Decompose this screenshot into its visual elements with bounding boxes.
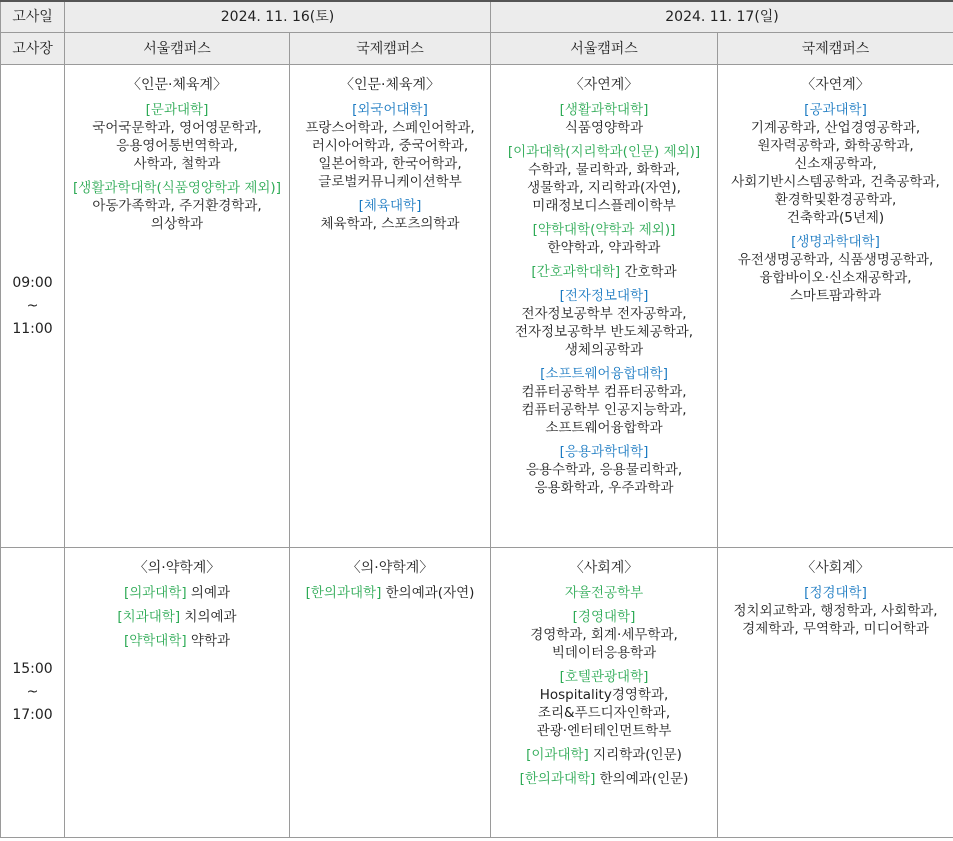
college-name: [경영대학] [572, 609, 636, 625]
college-name: [한의과대학] [519, 771, 596, 787]
date-header-row [1, 1, 953, 33]
track-label: 〈사회계〉 [801, 560, 870, 576]
department-inline: 치의예과 [180, 609, 237, 625]
college-heading [65, 632, 289, 650]
afternoon-row [1, 548, 953, 838]
college-name: [생명과학대학] [791, 234, 880, 250]
schedule-cell [491, 548, 718, 838]
department-line: 한약학과, 약과학과 [547, 240, 661, 256]
college-name: [외국어대학] [352, 102, 428, 118]
department-line: 미래정보디스플레이학부 [532, 198, 676, 214]
college-group [491, 746, 717, 764]
college-group [491, 221, 717, 257]
time-tilde: ~ [26, 684, 39, 700]
track-label: 〈인문·체육계〉 [339, 77, 441, 93]
department-line: 기계공학과, 산업경영공학과, [750, 120, 921, 136]
college-name: [정경대학] [804, 585, 867, 601]
college-name: [치과대학] [117, 609, 181, 625]
time-end: 11:00 [12, 320, 53, 337]
morning-row [1, 65, 953, 548]
department-line: 응용영어통번역학과, [116, 138, 238, 154]
college-name: 자율전공학부 [564, 585, 644, 601]
department-line: 경영학과, 회계·세무학과, [530, 627, 678, 643]
college-name: [문과대학] [145, 102, 209, 118]
college-name: [약학대학] [123, 633, 187, 649]
college-group [491, 365, 717, 437]
college-name: [의과대학] [123, 585, 187, 601]
schedule-cell [65, 548, 290, 838]
time-end: 17:00 [12, 707, 53, 723]
college-heading [290, 584, 490, 602]
department-inline: 한의예과(인문) [595, 771, 689, 787]
department-line: 사학과, 철학과 [133, 156, 221, 172]
college-heading [491, 365, 717, 383]
track-label: 〈자연계〉 [569, 77, 639, 93]
department-line: 아동가족학과, 주거환경학과, [92, 198, 262, 214]
time-tilde: ~ [26, 297, 39, 314]
college-group [290, 197, 490, 233]
college-heading [65, 584, 289, 602]
department-line: 전자정보공학부 전자공학과, [521, 306, 687, 322]
department-line: 조리&푸드디자인학과, [537, 705, 671, 721]
department-line: 컴퓨터공학부 인공지능학과, [521, 402, 687, 418]
date-2: 2024. 11. 17(일) [491, 1, 953, 33]
department-line: 신소재공학과, [794, 156, 877, 172]
department-line: 프랑스어학과, 스페인어학과, [305, 120, 475, 136]
college-group [491, 584, 717, 602]
track-label: 〈인문·체육계〉 [126, 77, 228, 93]
schedule-cell [290, 548, 491, 838]
department-line: 체육학과, 스포츠의학과 [320, 216, 460, 232]
department-inline: 한의예과(자연) [381, 585, 475, 601]
college-name: [생활과학대학] [559, 102, 649, 118]
campus-global-d1: 국제캠퍼스 [290, 33, 491, 65]
college-group [290, 584, 490, 602]
department-line: 유전생명공학과, 식품생명공학과, [737, 252, 934, 268]
afternoon-time [1, 548, 65, 838]
morning-time [1, 65, 65, 548]
college-group [65, 632, 289, 650]
exam-site-label: 고사장 [1, 33, 65, 65]
schedule-cell [718, 548, 953, 838]
department-line: 컴퓨터공학부 컴퓨터공학과, [521, 384, 687, 400]
college-name: [간호과학대학] [531, 264, 621, 280]
department-line: 생체의공학과 [564, 342, 644, 358]
college-heading [65, 179, 289, 197]
college-heading [491, 746, 717, 764]
department-line: 스마트팜과학과 [789, 288, 882, 304]
track-label: 〈의·약학계〉 [133, 560, 221, 576]
college-group [290, 101, 490, 191]
college-heading [491, 221, 717, 239]
exam-day-label: 고사일 [1, 1, 65, 33]
college-group [491, 668, 717, 740]
department-inline: 간호학과 [620, 264, 677, 280]
campus-seoul-d1: 서울캠퍼스 [65, 33, 290, 65]
college-heading [491, 608, 717, 626]
campus-global-d2: 국제캠퍼스 [718, 33, 953, 65]
time-start: 09:00 [12, 274, 53, 291]
college-group [718, 233, 953, 305]
schedule-cell [65, 65, 290, 548]
department-line: 수학과, 물리학과, 화학과, [528, 162, 680, 178]
college-group [491, 608, 717, 662]
college-group [718, 584, 953, 638]
college-heading [718, 584, 953, 602]
department-inline: 의예과 [186, 585, 231, 601]
department-line: 경제학과, 무역학과, 미디어학과 [742, 621, 929, 637]
department-line: 식품영양학과 [564, 120, 644, 136]
college-group [65, 101, 289, 173]
department-line: 사회기반시스템공학과, 건축공학과, [731, 174, 940, 190]
college-group [491, 287, 717, 359]
department-line: 융합바이오·신소재공학과, [759, 270, 912, 286]
department-line: 국어국문학과, 영어영문학과, [92, 120, 262, 136]
department-line: 일본어학과, 한국어학과, [318, 156, 462, 172]
department-inline: 지리학과(인문) [588, 747, 682, 763]
college-heading [290, 197, 490, 215]
college-heading [718, 101, 953, 119]
college-heading [491, 770, 717, 788]
college-heading [718, 233, 953, 251]
college-group [718, 101, 953, 227]
college-name: [공과대학] [804, 102, 867, 118]
college-heading [491, 287, 717, 305]
department-line: 응용화학과, 우주과학과 [534, 480, 674, 496]
department-line: 소프트웨어융합학과 [545, 420, 663, 436]
track-label: 〈자연계〉 [801, 77, 870, 93]
college-name: [이과대학(지리학과(인문) 제외)] [507, 144, 701, 160]
college-name: [약학대학(약학과 제외)] [532, 222, 676, 238]
track-label: 〈의·약학계〉 [346, 560, 434, 576]
department-line: 빅데이터응용학과 [551, 645, 657, 661]
college-heading [491, 443, 717, 461]
department-line: 원자력공학과, 화학공학과, [757, 138, 914, 154]
college-name: [한의과대학] [305, 585, 382, 601]
college-group [491, 770, 717, 788]
department-line: 환경학및환경공학과, [774, 192, 897, 208]
department-line: Hospitality경영학과, [539, 687, 669, 703]
college-group [491, 443, 717, 497]
campus-seoul-d2: 서울캠퍼스 [491, 33, 718, 65]
department-line: 건축학과(5년제) [786, 210, 885, 226]
college-name: [생활과학대학(식품영양학과 제외)] [73, 180, 281, 196]
college-group [65, 584, 289, 602]
college-heading [65, 608, 289, 626]
department-line: 정치외교학과, 행정학과, 사회학과, [733, 603, 938, 619]
college-heading [491, 101, 717, 119]
college-heading [491, 668, 717, 686]
college-name: [호텔관광대학] [559, 669, 649, 685]
college-heading [65, 101, 289, 119]
college-heading [491, 143, 717, 161]
schedule-cell [491, 65, 718, 548]
department-line: 의상학과 [150, 216, 204, 232]
department-inline: 약학과 [186, 633, 231, 649]
college-group [491, 101, 717, 137]
department-line: 전자정보공학부 반도체공학과, [514, 324, 694, 340]
college-name: [소프트웨어융합대학] [540, 366, 668, 382]
department-line: 응용수학과, 응용물리학과, [525, 462, 683, 478]
college-group [65, 179, 289, 233]
college-group [491, 263, 717, 281]
campus-header-row [1, 33, 953, 65]
college-heading [491, 263, 717, 281]
college-name: [전자정보대학] [559, 288, 649, 304]
college-group [65, 608, 289, 626]
college-heading [491, 584, 717, 602]
time-start: 15:00 [12, 661, 53, 677]
department-line: 생물학과, 지리학과(자연), [527, 180, 681, 196]
college-group [491, 143, 717, 215]
college-name: [체육대학] [358, 198, 422, 214]
schedule-cell [718, 65, 953, 548]
department-line: 관광·엔터테인먼트학부 [536, 723, 672, 739]
schedule-cell [290, 65, 491, 548]
college-name: [응용과학대학] [559, 444, 649, 460]
department-line: 글로벌커뮤니케이션학부 [318, 174, 462, 190]
department-line: 러시아어학과, 중국어학과, [311, 138, 469, 154]
date-1: 2024. 11. 16(토) [65, 1, 491, 33]
college-name: [이과대학] [526, 747, 589, 763]
track-label: 〈사회계〉 [569, 560, 639, 576]
college-heading [290, 101, 490, 119]
